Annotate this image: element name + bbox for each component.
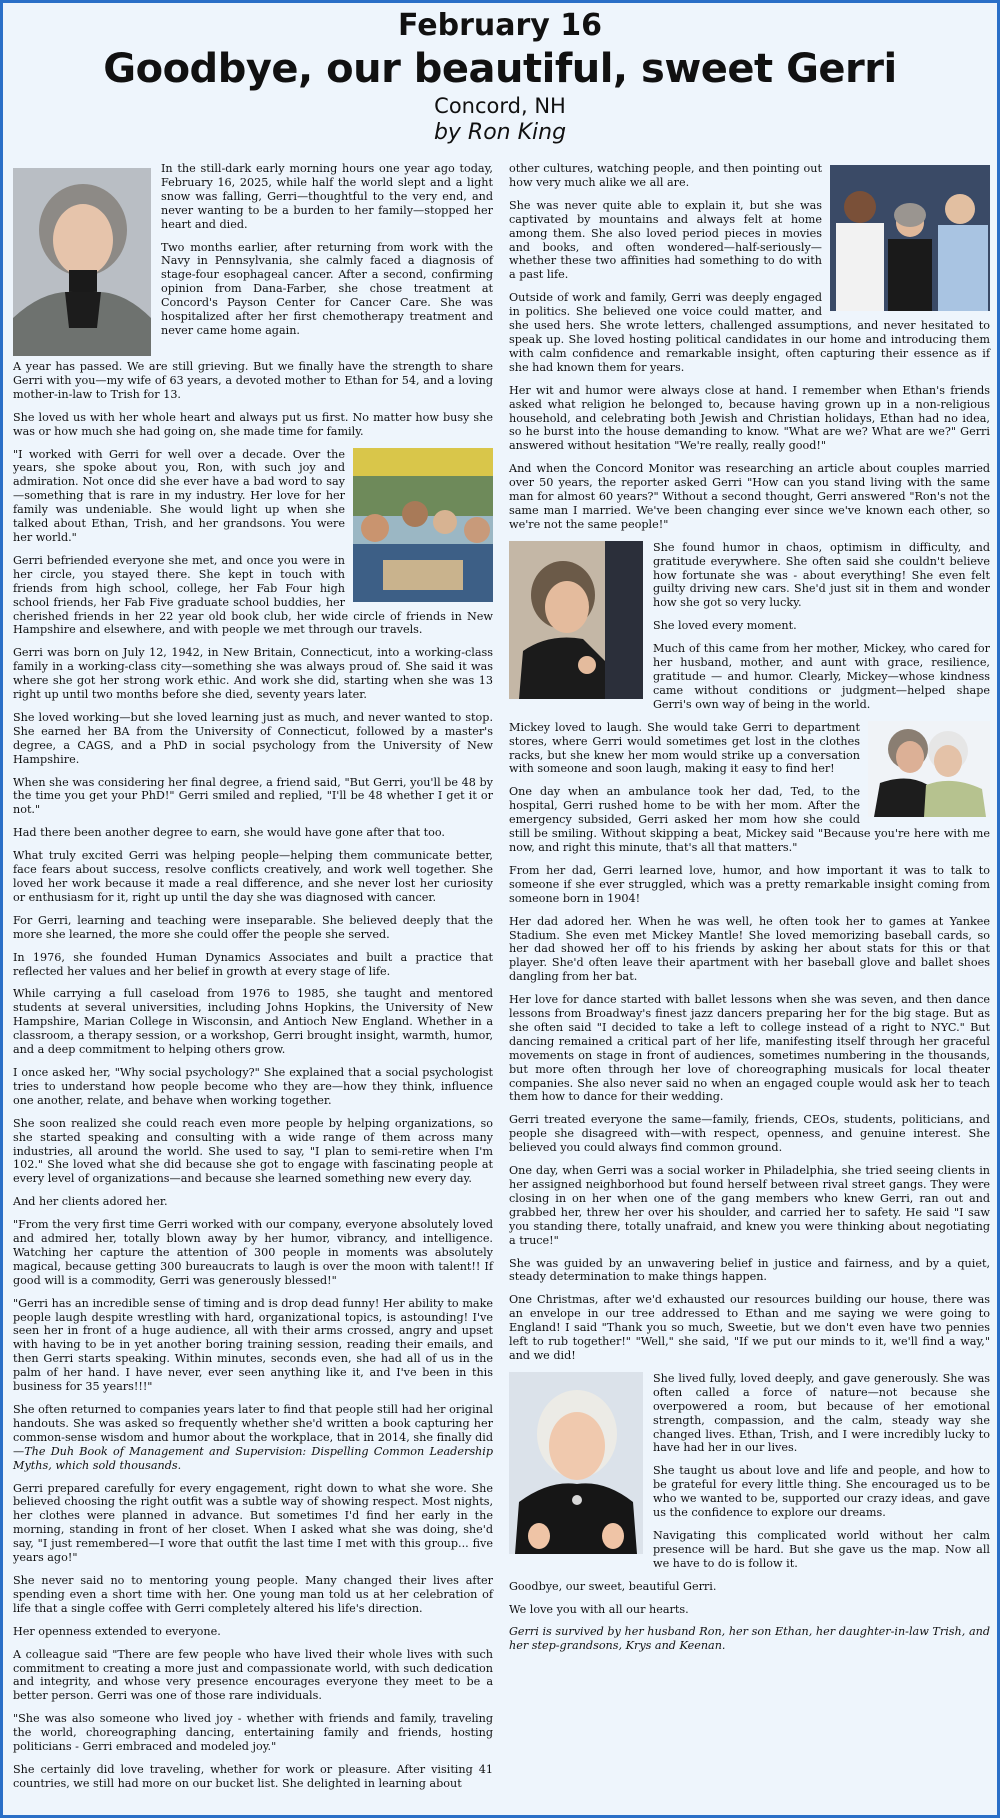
paragraph: Had there been another degree to earn, she would have gone after that too. [13, 826, 445, 840]
paragraph: Gerri prepared carefully for every engagement, right down to what she wore. She believed choosing the right outfit was a subtle way of showing respect. Most nights, her clothes were planned in advance. But sometimes I'd find her early in the morning, standing in front of her closet. When I asked what she was doing, she'd say, "I just remembered—I wore that outfit the last time I met with this group... five years ago!" [13, 1481, 493, 1565]
paragraph: A colleague said "There are few people who have lived their whole lives with such commitment to creating a more just and compassionate world, with such dedication and integrity, and whose very presence encourages everyone they meet to be a better person. Gerri was one of those rare individuals. [13, 1647, 493, 1703]
book-title: The Duh Book of Management and Supervision: Dispelling Common Leadership Myths, which sold thousands. [13, 1444, 493, 1472]
byline: by Ron King [433, 120, 567, 145]
paragraph: For Gerri, learning and teaching were inseparable. She believed deeply that the more she learned, the more she could offer the people she served. [13, 913, 493, 941]
paragraph: She lived fully, loved deeply, and gave generously. She was often called a force of nature—not because she overpowered a room, but because of her emotional strength, compassion, and the calm, steady way she changed lives. Ethan, Trish, and I were incredibly lucky to have had her in our lives. [653, 1371, 990, 1455]
paragraph: "From the very first time Gerri worked with our company, everyone absolutely loved and admired her, totally blown away by her humor, vibrancy, and intelligence. Watching her capture the attention of 300 people in moments was absolutely magical, because getting 300 bureaucrats to laugh is over the moon with talent!! If good will is a commodity, Gerri was generously blessed!" [13, 1218, 493, 1287]
right-column [509, 162, 990, 1662]
paragraph: We love you with all our hearts. [509, 1602, 689, 1616]
paragraph: She soon realized she could reach even more people by helping organizations, so she started speaking and consulting with a wide range of them across many industries, all around the world. She used to say, "I plan to semi-retire when I'm 102." She loved what she did because she got to engage with fascinating people at every level of organizations—and because she learned something new every day. [13, 1116, 493, 1186]
paragraph: What truly excited Gerri was helping people—helping them communicate better, face fears about success, resolve conflicts creatively, and work well together. She loved her work because it made a real difference, and she never lost her curiosity or enthusiasm for it, right up until the day she was diagnosed with cancer. [13, 849, 493, 904]
paragraph: Mickey loved to laugh. She would take Gerri to department stores, where Gerri would sometimes get lost in the clothes racks, but she knew her mom would strike up a conversation with someone and soon laugh, making it easy to find her! [509, 720, 860, 776]
paragraph: "Gerri has an incredible sense of timing and is drop dead funny! Her ability to make people laugh despite wrestling with hard, organizational topics, is astounding! I've seen her in front of a huge audience, all with their arms crossed, angry and upset with having to be in yet another boring training session, reading their emails, and then Gerri starts speaking. Within minutes, seconds even, she had all of us in the palm of her hand. I have never, ever seen anything like it, and I've been in this business for 35 years!!!" [13, 1296, 493, 1394]
paragraph: I once asked her, "Why social psychology?" She explained that a social psychologist tries to understand how people become who they are—how they think, influence one another, relate, and behave when working together. [13, 1065, 493, 1107]
paragraph: Navigating this complicated world without her calm presence will be hard. But she gave us the map. Now all we have to do is follow it. [653, 1528, 990, 1570]
paragraph: Gerri befriended everyone she met, and once you were in her circle, you stayed there. She kept in touch with friends from high school, college, her Fab Four high school friends, her Fab Five graduate school buddies, her cherished friends in her 22 year old book club, her wide circle of friends in New Hampshire and elsewhere, and with people we met through our travels. [13, 553, 493, 637]
book-intro: She often returned to companies years later to find that people still had her original handouts. She was asked so frequently whether she'd written a book capturing her common-sense wisdom and humor about the workplace, that in 2014, she finally did— [13, 1403, 493, 1458]
paragraph: She found humor in chaos, optimism in difficulty, and gratitude everywhere. She often said she couldn't believe how fortunate she was - about everything! She even felt guilty driving new cars. She'd just sit in them and wonder how she got so very lucky. [653, 540, 990, 610]
paragraph-book [13, 1403, 493, 1473]
paragraph: One day when an ambulance took her dad, Ted, to the hospital, Gerri rushed home to be with her mom. After the emergency subsided, Gerri asked her mom how she could still be smiling. Without skipping a beat, Mickey said "Because you're here with me now, and right this minute, that's all that matters." [509, 785, 990, 854]
paragraph: She certainly did love traveling, whether for work or pleasure. After visiting 41 countries, we still had more on our bucket list. She delighted in learning about [13, 1762, 493, 1790]
group-photo-friends [353, 448, 493, 602]
paragraph: "She was also someone who lived joy - whether with friends and family, traveling the world, choreographing dancing, entertaining family and friends, hosting politicians - Gerri embraced and modeled joy." [13, 1712, 493, 1754]
paragraph: One day, when Gerri was a social worker in Philadelphia, she tried seeing clients in her assigned neighborhood but found herself between rival street gangs. They were closing in on her when one of the gang members who knew Gerri, ran out and grabbed her, threw her over his shoulder, and carried her to safety. He said "I saw you standing there, totally unafraid, and knew you were thinking about negotiating a truce!" [509, 1164, 990, 1247]
paragraph: A year has passed. We are still grieving. But we finally have the strength to share Gerri with you—my wife of 63 years, a devoted mother to Ethan for 54, and a loving mother-in-law to Trish for 13. [13, 360, 493, 401]
paragraph: Goodbye, our sweet, beautiful Gerri. [509, 1579, 717, 1593]
mother-daughter-photo [868, 721, 990, 817]
paragraph: One Christmas, after we'd exhausted our resources building our house, there was an envelope in our tree addressed to Ethan and me saying we were going to England! I said "Thank you so much, Sweetie, but we don't even have two pennies left to rub together!" "Well," she said, "If we put our minds to it, we'll find a way," and we did! [509, 1293, 990, 1362]
paragraph: Her wit and humor were always close at hand. I remember when Ethan's friends asked what religion he belonged to, because having grown up in a non-religious household, and celebrating both Jewish and Christian holidays, Ethan had no idea, so he burst into the house demanding to know. "What are we? What are we?" Gerri answered without hesitation "We're really, really good!" [509, 383, 990, 453]
obituary-title: Goodbye, our beautiful, sweet Gerri [103, 46, 897, 92]
paragraph: She loved working—but she loved learning just as much, and never wanted to stop. She earned her BA from the University of Connecticut, followed by a master's degree, a CAGS, and a PhD in social psychology from the University of New Hampshire. [13, 710, 493, 766]
paragraph: Her love for dance started with ballet lessons when she was seven, and then dance lessons from Broadway's finest jazz dancers preparing her for the big stage. But as she often said "I decided to take a left to college instead of a right to NYC." But dancing remained a critical part of her life, manifesting itself through her graceful movements on stage in front of audiences, sometimes numbering in the thousands, but more often through her love of choreographing musicals for local theater companies. She also never said no when an engaged couple would ask her to teach them how to dance for their wedding. [509, 993, 990, 1104]
paragraph: She loved us with her whole heart and always put us first. No matter how busy she was or how much she had going on, she made time for family. [13, 410, 493, 438]
paragraph: Two months earlier, after returning from work with the Navy in Pennsylvania, she calmly faced a diagnosis of stage-four esophageal cancer. After a second, confirming opinion from Dana-Farber, she chose treatment at Concord's Payson Center for Cancer Care. She was hospitalized after her first chemotherapy treatment and never came home again. [161, 240, 493, 337]
paragraph: When she was considering her final degree, a friend said, "But Gerri, you'll be 48 by the time you get your PhD!" Gerri smiled and replied, "I'll be 48 whether I get it or not." [13, 775, 493, 817]
portrait-photo [13, 168, 151, 356]
location: Concord, NH [434, 94, 566, 118]
paragraph: And when the Concord Monitor was researching an article about couples married over 50 years, the reporter asked Gerri "How can you stand living with the same man for almost 60 years?" Without a second thought, Gerri answered "Ron's not the same man I married. We've been changing ever since we've known each other, so we're not the same people!" [509, 462, 990, 531]
photo-with-obama [830, 165, 990, 311]
paragraph: She never said no to mentoring young people. Many changed their lives after spending even a short time with her. One young man told us at her celebration of life that a single coffee with Gerri completely altered his life's direction. [13, 1573, 493, 1615]
paragraph: Her openness extended to everyone. [13, 1624, 221, 1638]
paragraph: From her dad, Gerri learned love, humor, and how important it was to talk to someone if she ever struggled, which was a pretty remarkable insight coming from someone born in 1904! [509, 863, 990, 905]
paragraph: Much of this came from her mother, Mickey, who cared for her husband, mother, and aunt with grace, resilience, gratitude — and humor. Clearly, Mickey—whose kindness came without conditions or judgment—helped shape Gerri's own way of being in the world. [653, 642, 990, 711]
smiling-portrait-photo [509, 1372, 643, 1554]
paragraph: She was guided by an unwavering belief in justice and fairness, and by a quiet, steady determination to make things happen. [509, 1256, 990, 1284]
paragraph: Her dad adored her. When he was well, he often took her to games at Yankee Stadium. She even met Mickey Mantle! She loved memorizing baseball cards, so her dad showed her off to his friends by asking her about stats for this or that player. She'd often leave their apartment with her baseball glove and ballet shoes dangling from her bat. [509, 914, 990, 984]
left-column [13, 162, 493, 1800]
paragraph: And her clients adored her. [13, 1195, 168, 1209]
paragraph: In the still-dark early morning hours one year ago today, February 16, 2025, while half the world slept and a light snow was falling, Gerri—thoughtful to the very end, and never wanting to be a burden to her family—stopped her heart and died. [161, 162, 493, 231]
paragraph: She taught us about love and life and people, and how to be grateful for every little thing. She encouraged us to be who we wanted to be, supported our crazy ideas, and gave us the confidence to explore our dreams. [653, 1464, 990, 1520]
date-heading: February 16 [397, 8, 603, 43]
paragraph: Outside of work and family, Gerri was deeply engaged in politics. She believed one voice could matter, and she used hers. She wrote letters, challenged assumptions, and never hesitated to speak up. She loved hosting political candidates in our home and introducing them with calm confidence and remarkable insight, often capturing their essence as if she had known them for years. [509, 291, 990, 374]
paragraph: "I worked with Gerri for well over a decade. Over the years, she spoke about you, Ron, with such joy and admiration. Not once did she ever have a bad word to say—something that is rare in my industry. Her love for her family was undeniable. She would light up when she talked about Ethan, Trish, and her grandsons. You were her world." [13, 447, 345, 544]
survived-by: Gerri is survived by her husband Ron, her son Ethan, her daughter-in-law Trish, and her step-grandsons, Krys and Keenan. [509, 1625, 990, 1653]
paragraph: She loved every moment. [653, 619, 797, 633]
paragraph: She was never quite able to explain it, but she was captivated by mountains and always felt at home among them. She also loved period pieces in movies and books, and often wondered—half-seriously—whether these two affinities had something to do with a past life. [509, 198, 822, 282]
laughing-photo [509, 541, 643, 699]
paragraph: Gerri was born on July 12, 1942, in New Britain, Connecticut, into a working-class family in a working-class city—something she was always proud of. She said it was where she got her strong work ethic. And work she did, starting when she was 13 right up until two months before she died, seventy years later. [13, 646, 493, 702]
header [3, 9, 997, 147]
paragraph: Gerri treated everyone the same—family, friends, CEOs, students, politicians, and people she disagreed with—with respect, openness, and genuine interest. She believed you could always find common ground. [509, 1113, 990, 1155]
paragraph: While carrying a full caseload from 1976 to 1985, she taught and mentored students at several universities, including Johns Hopkins, the University of New Hampshire, Marian College in Wisconsin, and Antioch New England. Whether in a classroom, a therapy session, or a workshop, Gerri brought insight, warmth, humor, and a deep commitment to helping others grow. [13, 987, 493, 1057]
paragraph: In 1976, she founded Human Dynamics Associates and built a practice that reflected her values and her belief in growth at every stage of life. [13, 950, 493, 978]
paragraph: other cultures, watching people, and then pointing out how very much alike we all are. [509, 162, 822, 189]
